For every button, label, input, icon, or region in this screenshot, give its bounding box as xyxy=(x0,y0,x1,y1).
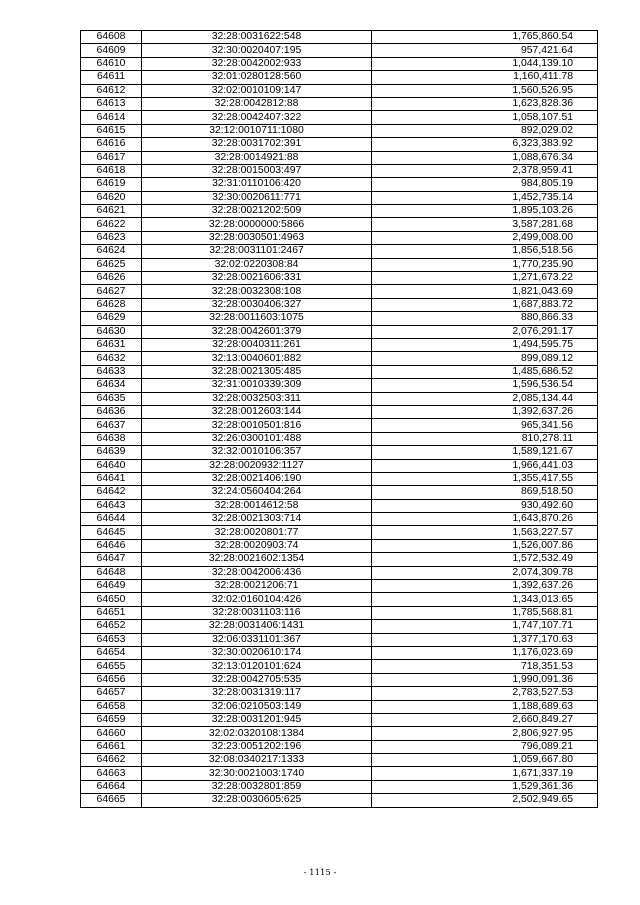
table-row xyxy=(81,178,598,191)
cadastral-number-cell: 32:28:0021606:331 xyxy=(142,272,372,285)
cadastral-number-cell: 32:28:0032308:108 xyxy=(142,285,372,298)
table-row xyxy=(81,446,598,459)
value-cell: 1,088,676.34 xyxy=(372,151,598,164)
row-number-cell: 64623 xyxy=(81,231,142,244)
cadastral-number-cell: 32:23:0051202:196 xyxy=(142,740,372,753)
cadastral-number-cell: 32:02:0220308:84 xyxy=(142,258,372,271)
row-number-cell: 64636 xyxy=(81,405,142,418)
value-cell: 1,596,536.54 xyxy=(372,379,598,392)
row-number-cell: 64644 xyxy=(81,513,142,526)
table-row xyxy=(81,405,598,418)
value-cell: 1,392,637.26 xyxy=(372,580,598,593)
table-row xyxy=(81,646,598,659)
row-number-cell: 64608 xyxy=(81,31,142,44)
row-number-cell: 64632 xyxy=(81,352,142,365)
cadastral-number-cell: 32:28:0032503:311 xyxy=(142,392,372,405)
table-row xyxy=(81,84,598,97)
value-cell: 1,966,441.03 xyxy=(372,459,598,472)
row-number-cell: 64649 xyxy=(81,580,142,593)
cadastral-number-cell: 32:28:0021202:509 xyxy=(142,205,372,218)
cadastral-number-cell: 32:06:0331101:367 xyxy=(142,633,372,646)
row-number-cell: 64646 xyxy=(81,539,142,552)
table-row xyxy=(81,580,598,593)
table-row xyxy=(81,593,598,606)
cadastral-number-cell: 32:28:0020903:74 xyxy=(142,539,372,552)
cadastral-number-cell: 32:28:0031406:1431 xyxy=(142,620,372,633)
table-row xyxy=(81,419,598,432)
row-number-cell: 64619 xyxy=(81,178,142,191)
table-row xyxy=(81,312,598,325)
row-number-cell: 64658 xyxy=(81,700,142,713)
row-number-cell: 64654 xyxy=(81,646,142,659)
cadastral-number-cell: 32:30:0021003:1740 xyxy=(142,767,372,780)
table-row xyxy=(81,298,598,311)
table-row xyxy=(81,700,598,713)
row-number-cell: 64611 xyxy=(81,71,142,84)
value-cell: 1,785,568.81 xyxy=(372,606,598,619)
row-number-cell: 64630 xyxy=(81,325,142,338)
row-number-cell: 64616 xyxy=(81,138,142,151)
value-cell: 880,866.33 xyxy=(372,312,598,325)
row-number-cell: 64634 xyxy=(81,379,142,392)
value-cell: 899,089.12 xyxy=(372,352,598,365)
value-cell: 2,378,959.41 xyxy=(372,164,598,177)
table-row xyxy=(81,272,598,285)
value-cell: 1,188,689.63 xyxy=(372,700,598,713)
value-cell: 2,085,134.44 xyxy=(372,392,598,405)
value-cell: 2,499,008.00 xyxy=(372,231,598,244)
cadastral-number-cell: 32:31:0010339:309 xyxy=(142,379,372,392)
cadastral-number-cell: 32:06:0210503:149 xyxy=(142,700,372,713)
cadastral-number-cell: 32:28:0021206:71 xyxy=(142,580,372,593)
cadastral-number-cell: 32:28:0000000:5866 xyxy=(142,218,372,231)
row-number-cell: 64638 xyxy=(81,432,142,445)
table-row xyxy=(81,111,598,124)
table-row xyxy=(81,754,598,767)
table-row xyxy=(81,513,598,526)
cadastral-number-cell: 32:28:0011603:1075 xyxy=(142,312,372,325)
row-number-cell: 64648 xyxy=(81,566,142,579)
value-cell: 1,271,673.22 xyxy=(372,272,598,285)
row-number-cell: 64661 xyxy=(81,740,142,753)
value-cell: 1,377,170.63 xyxy=(372,633,598,646)
cadastral-number-cell: 32:30:0020407:195 xyxy=(142,44,372,57)
cadastral-number-cell: 32:28:0042002:933 xyxy=(142,57,372,70)
table-row xyxy=(81,606,598,619)
cadastral-number-cell: 32:26:0300101:488 xyxy=(142,432,372,445)
page-number: - 1115 - xyxy=(303,868,337,878)
value-cell: 1,765,860.54 xyxy=(372,31,598,44)
table-row xyxy=(81,687,598,700)
row-number-cell: 64647 xyxy=(81,553,142,566)
cadastral-number-cell: 32:30:0020610:174 xyxy=(142,646,372,659)
table-row xyxy=(81,526,598,539)
row-number-cell: 64622 xyxy=(81,218,142,231)
table-row xyxy=(81,539,598,552)
cadastral-number-cell: 32:30:0020611:771 xyxy=(142,191,372,204)
table-row xyxy=(81,44,598,57)
row-number-cell: 64650 xyxy=(81,593,142,606)
value-cell: 1,176,023.69 xyxy=(372,646,598,659)
value-cell: 1,563,227.57 xyxy=(372,526,598,539)
value-cell: 2,806,927.95 xyxy=(372,727,598,740)
table-row xyxy=(81,713,598,726)
value-cell: 1,044,139.10 xyxy=(372,57,598,70)
table-row xyxy=(81,164,598,177)
row-number-cell: 64645 xyxy=(81,526,142,539)
table-row xyxy=(81,205,598,218)
row-number-cell: 64610 xyxy=(81,57,142,70)
table-row xyxy=(81,673,598,686)
table-row xyxy=(81,780,598,793)
row-number-cell: 64659 xyxy=(81,713,142,726)
value-cell: 1,687,883.72 xyxy=(372,298,598,311)
value-cell: 796,089.21 xyxy=(372,740,598,753)
row-number-cell: 64635 xyxy=(81,392,142,405)
cadastral-number-cell: 32:28:0015003:497 xyxy=(142,164,372,177)
cadastral-number-cell: 32:02:0160104:426 xyxy=(142,593,372,606)
value-cell: 1,058,107.51 xyxy=(372,111,598,124)
value-cell: 1,160,411.78 xyxy=(372,71,598,84)
table-row xyxy=(81,285,598,298)
table-row xyxy=(81,392,598,405)
row-number-cell: 64657 xyxy=(81,687,142,700)
row-number-cell: 64633 xyxy=(81,365,142,378)
value-cell: 892,029.02 xyxy=(372,124,598,137)
cadastral-number-cell: 32:13:0040601:882 xyxy=(142,352,372,365)
value-cell: 1,895,103.26 xyxy=(372,205,598,218)
row-number-cell: 64626 xyxy=(81,272,142,285)
value-cell: 1,856,518.56 xyxy=(372,245,598,258)
cadastral-number-cell: 32:28:0042812:88 xyxy=(142,97,372,110)
row-number-cell: 64637 xyxy=(81,419,142,432)
cadastral-number-cell: 32:24:0560404:264 xyxy=(142,486,372,499)
row-number-cell: 64620 xyxy=(81,191,142,204)
table-row xyxy=(81,71,598,84)
value-cell: 2,076,291.17 xyxy=(372,325,598,338)
value-cell: 869,518.50 xyxy=(372,486,598,499)
cadastral-number-cell: 32:31:0110106:420 xyxy=(142,178,372,191)
cadastral-number-cell: 32:28:0031702:391 xyxy=(142,138,372,151)
row-number-cell: 64660 xyxy=(81,727,142,740)
row-number-cell: 64655 xyxy=(81,660,142,673)
table-row xyxy=(81,794,598,807)
table-row xyxy=(81,325,598,338)
row-number-cell: 64629 xyxy=(81,312,142,325)
cadastral-number-cell: 32:28:0031201:945 xyxy=(142,713,372,726)
table-row xyxy=(81,258,598,271)
row-number-cell: 64617 xyxy=(81,151,142,164)
cadastral-number-cell: 32:28:0021602:1354 xyxy=(142,553,372,566)
value-cell: 1,343,013.65 xyxy=(372,593,598,606)
table-row xyxy=(81,486,598,499)
value-cell: 2,074,309.78 xyxy=(372,566,598,579)
table-row xyxy=(81,472,598,485)
table-row xyxy=(81,379,598,392)
cadastral-number-cell: 32:28:0030605:625 xyxy=(142,794,372,807)
cadastral-number-cell: 32:01:0280128:560 xyxy=(142,71,372,84)
cadastral-number-cell: 32:28:0042407:322 xyxy=(142,111,372,124)
row-number-cell: 64618 xyxy=(81,164,142,177)
row-number-cell: 64621 xyxy=(81,205,142,218)
value-cell: 2,660,849.27 xyxy=(372,713,598,726)
table-row xyxy=(81,124,598,137)
row-number-cell: 64613 xyxy=(81,97,142,110)
table-row xyxy=(81,767,598,780)
value-cell: 1,526,007.86 xyxy=(372,539,598,552)
value-cell: 1,355,417.55 xyxy=(372,472,598,485)
row-number-cell: 64625 xyxy=(81,258,142,271)
table-row xyxy=(81,97,598,110)
value-cell: 1,623,828.36 xyxy=(372,97,598,110)
row-number-cell: 64631 xyxy=(81,338,142,351)
table-row xyxy=(81,365,598,378)
value-cell: 1,452,735.14 xyxy=(372,191,598,204)
cadastral-number-cell: 32:28:0040311:261 xyxy=(142,338,372,351)
cadastral-number-cell: 32:28:0042601:379 xyxy=(142,325,372,338)
cadastral-number-cell: 32:12:0010711:1080 xyxy=(142,124,372,137)
cadastral-number-cell: 32:02:0010109:147 xyxy=(142,84,372,97)
table-row xyxy=(81,151,598,164)
cadastral-number-cell: 32:28:0012603:144 xyxy=(142,405,372,418)
row-number-cell: 64664 xyxy=(81,780,142,793)
table-row xyxy=(81,218,598,231)
value-cell: 1,392,637.26 xyxy=(372,405,598,418)
row-number-cell: 64652 xyxy=(81,620,142,633)
cadastral-number-cell: 32:28:0032801:859 xyxy=(142,780,372,793)
cadastral-number-cell: 32:28:0014921:88 xyxy=(142,151,372,164)
cadastral-number-cell: 32:32:0010106:357 xyxy=(142,446,372,459)
value-cell: 1,572,532.49 xyxy=(372,553,598,566)
cadastral-number-cell: 32:28:0031622:548 xyxy=(142,31,372,44)
value-cell: 1,560,526.95 xyxy=(372,84,598,97)
row-number-cell: 64640 xyxy=(81,459,142,472)
value-cell: 1,485,686.52 xyxy=(372,365,598,378)
cadastral-number-cell: 32:28:0031319:117 xyxy=(142,687,372,700)
cadastral-number-cell: 32:28:0030406:327 xyxy=(142,298,372,311)
table-row xyxy=(81,620,598,633)
table-row xyxy=(81,57,598,70)
table-row xyxy=(81,566,598,579)
table-row xyxy=(81,338,598,351)
table-row xyxy=(81,727,598,740)
row-number-cell: 64651 xyxy=(81,606,142,619)
cadastral-number-cell: 32:28:0010501:816 xyxy=(142,419,372,432)
value-cell: 1,990,091.36 xyxy=(372,673,598,686)
table-row xyxy=(81,432,598,445)
cadastral-number-cell: 32:28:0020801:77 xyxy=(142,526,372,539)
value-cell: 1,059,667.80 xyxy=(372,754,598,767)
row-number-cell: 64609 xyxy=(81,44,142,57)
table-row xyxy=(81,245,598,258)
cadastral-number-cell: 32:28:0042705:535 xyxy=(142,673,372,686)
table-row xyxy=(81,553,598,566)
row-number-cell: 64615 xyxy=(81,124,142,137)
table-row xyxy=(81,459,598,472)
table-row xyxy=(81,660,598,673)
value-cell: 930,492.60 xyxy=(372,499,598,512)
value-cell: 965,341.56 xyxy=(372,419,598,432)
table-row xyxy=(81,191,598,204)
row-number-cell: 64642 xyxy=(81,486,142,499)
cadastral-number-cell: 32:28:0030501:4963 xyxy=(142,231,372,244)
value-cell: 810,278.11 xyxy=(372,432,598,445)
row-number-cell: 64663 xyxy=(81,767,142,780)
row-number-cell: 64641 xyxy=(81,472,142,485)
table-row xyxy=(81,740,598,753)
row-number-cell: 64662 xyxy=(81,754,142,767)
value-cell: 3,587,281.68 xyxy=(372,218,598,231)
cadastral-number-cell: 32:08:0340217:1333 xyxy=(142,754,372,767)
table-row xyxy=(81,499,598,512)
cadastral-number-cell: 32:13:0120101:624 xyxy=(142,660,372,673)
value-cell: 1,671,337.19 xyxy=(372,767,598,780)
table-row xyxy=(81,633,598,646)
row-number-cell: 64665 xyxy=(81,794,142,807)
value-cell: 1,494,595.75 xyxy=(372,338,598,351)
table-row xyxy=(81,231,598,244)
cadastral-number-cell: 32:02:0320108:1384 xyxy=(142,727,372,740)
cadastral-value-table xyxy=(80,30,598,808)
table-body xyxy=(81,31,598,808)
row-number-cell: 64628 xyxy=(81,298,142,311)
value-cell: 1,770,235.90 xyxy=(372,258,598,271)
table-row xyxy=(81,31,598,44)
row-number-cell: 64627 xyxy=(81,285,142,298)
cadastral-number-cell: 32:28:0021305:485 xyxy=(142,365,372,378)
value-cell: 1,589,121.67 xyxy=(372,446,598,459)
row-number-cell: 64614 xyxy=(81,111,142,124)
row-number-cell: 64624 xyxy=(81,245,142,258)
cadastral-number-cell: 32:28:0021406:190 xyxy=(142,472,372,485)
value-cell: 1,821,043.69 xyxy=(372,285,598,298)
value-cell: 957,421.64 xyxy=(372,44,598,57)
value-cell: 6,323,383.92 xyxy=(372,138,598,151)
value-cell: 1,529,361.36 xyxy=(372,780,598,793)
cadastral-number-cell: 32:28:0020932:1127 xyxy=(142,459,372,472)
row-number-cell: 64639 xyxy=(81,446,142,459)
value-cell: 718,351.53 xyxy=(372,660,598,673)
value-cell: 984,805.19 xyxy=(372,178,598,191)
cadastral-number-cell: 32:28:0031101:2467 xyxy=(142,245,372,258)
cadastral-number-cell: 32:28:0021303:714 xyxy=(142,513,372,526)
row-number-cell: 64612 xyxy=(81,84,142,97)
row-number-cell: 64653 xyxy=(81,633,142,646)
cadastral-number-cell: 32:28:0042006:436 xyxy=(142,566,372,579)
value-cell: 2,783,527.53 xyxy=(372,687,598,700)
table-row xyxy=(81,138,598,151)
row-number-cell: 64656 xyxy=(81,673,142,686)
value-cell: 1,643,870.26 xyxy=(372,513,598,526)
cadastral-number-cell: 32:28:0014612:58 xyxy=(142,499,372,512)
value-cell: 2,502,949.65 xyxy=(372,794,598,807)
value-cell: 1,747,107.71 xyxy=(372,620,598,633)
cadastral-number-cell: 32:28:0031103:116 xyxy=(142,606,372,619)
row-number-cell: 64643 xyxy=(81,499,142,512)
table-row xyxy=(81,352,598,365)
